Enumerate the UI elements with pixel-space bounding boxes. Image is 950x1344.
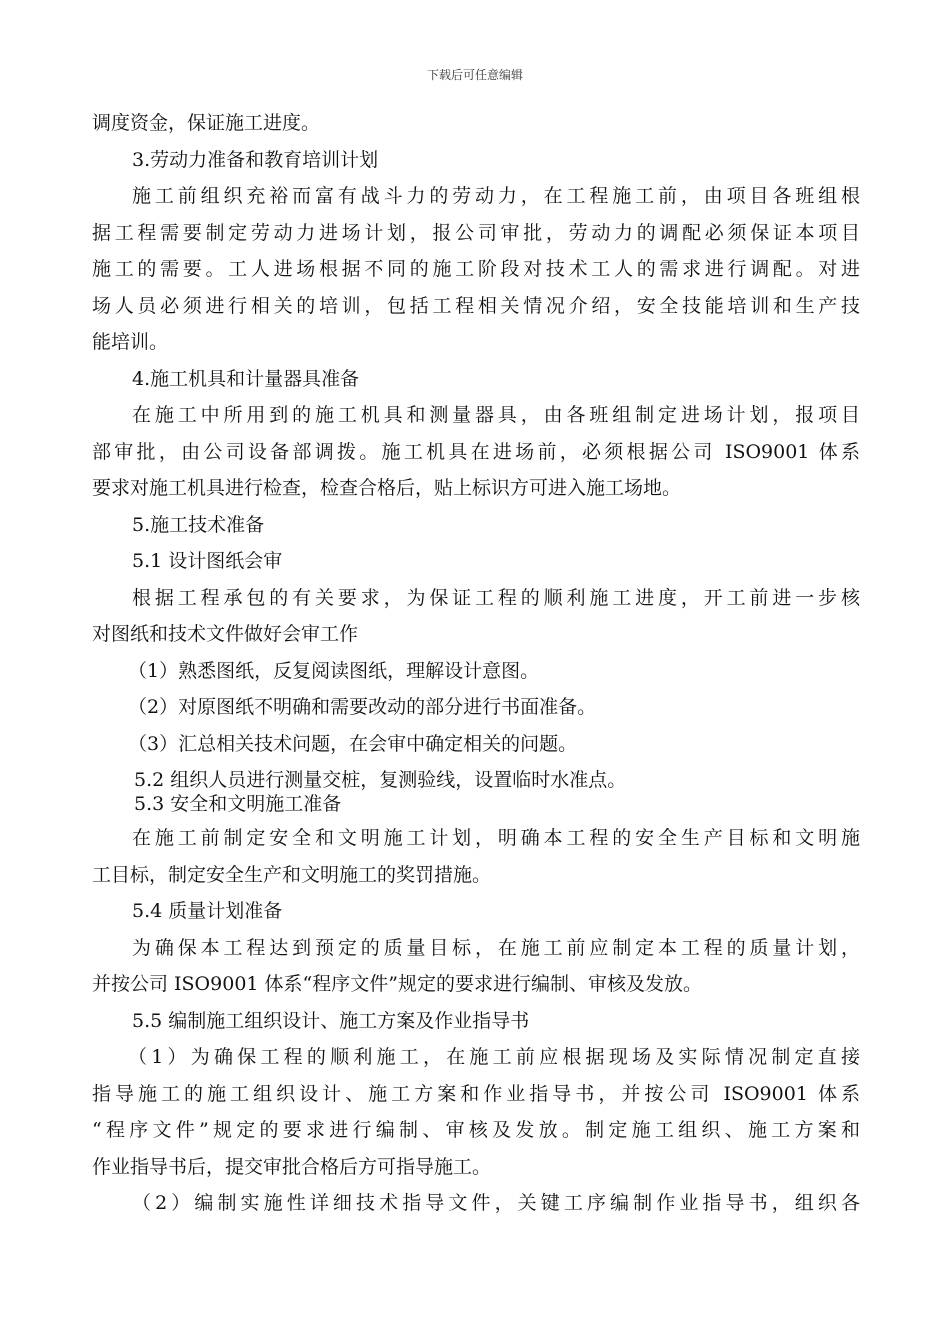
text-line: 并按公司 ISO9001 体系“程序文件”规定的要求进行编制、审核及发放。 [92, 973, 702, 995]
text-line: 工目标，制定安全生产和文明施工的奖罚措施。 [92, 863, 492, 886]
text-line: 据工程需要制定劳动力进场计划，报公司审批，劳动力的调配必须保证本项目 [92, 221, 860, 244]
list-item: （2）对原图纸不明确和需要改动的部分进行书面准备。 [128, 696, 597, 718]
text-line: （1）为确保工程的顺利施工，在施工前应根据现场及实际情况制定直接 [128, 1046, 860, 1068]
section-heading: 5.施工技术准备 [132, 513, 265, 536]
subsection-heading: 5.4 质量计划准备 [132, 900, 283, 922]
text-line: 在施工前制定安全和文明施工计划，明确本工程的安全生产目标和文明施 [132, 827, 860, 849]
list-item: （1）熟悉图纸，反复阅读图纸，理解设计意图。 [128, 659, 540, 682]
subsection-heading: 5.5 编制施工组织设计、施工方案及作业指导书 [132, 1009, 530, 1032]
section-heading: 4.施工机具和计量器具准备 [132, 367, 360, 390]
section-heading: 3.劳动力准备和教育培训计划 [132, 148, 379, 171]
document-body [92, 105, 860, 1222]
text-line: （2）编制实施性详细技术指导文件，关键工序编制作业指导书，组织各 [132, 1192, 860, 1214]
text-line: “程序文件”规定的要求进行编制、审核及发放。制定施工组织、施工方案和 [92, 1119, 860, 1141]
text-line: 场人员必须进行相关的培训，包括工程相关情况介绍，安全技能培训和生产技 [92, 294, 860, 317]
text-line: 施工前组织充裕而富有战斗力的劳动力，在工程施工前，由项目各班组根 [132, 185, 860, 207]
page-header: 下载后可任意编辑 [426, 68, 523, 82]
text-line: 施工的需要。工人进场根据不同的施工阶段对技术工人的需求进行调配。对进 [92, 258, 860, 280]
text-line: 要求对施工机具进行检查，检查合格后，贴上标识方可进入施工场地。 [92, 477, 682, 499]
subsection-heading: 5.3 安全和文明施工准备 [134, 793, 342, 815]
text-line: 根据工程承包的有关要求，为保证工程的顺利施工进度，开工前进一步核 [132, 586, 860, 609]
text-line: 作业指导书后，提交审批合格后方可指导施工。 [92, 1155, 492, 1178]
text-line: 在施工中所用到的施工机具和测量器具，由各班组制定进场计划，报项目 [132, 404, 860, 426]
subsection-heading: 5.1 设计图纸会审 [132, 550, 283, 572]
text-line: 为确保本工程达到预定的质量目标，在施工前应制定本工程的质量计划， [132, 936, 860, 959]
text-line: 能培训。 [92, 331, 169, 353]
text-line: 部审批，由公司设备部调拨。施工机具在进场前，必须根据公司 ISO9001 体系 [92, 440, 860, 463]
text-line: 调度资金，保证施工进度。 [92, 112, 321, 134]
text-line: 对图纸和技术文件做好会审工作 [92, 623, 359, 645]
list-item: （3）汇总相关技术问题，在会审中确定相关的问题。 [128, 732, 578, 755]
subsection-heading: 5.2 组织人员进行测量交桩，复测验线，设置临时水准点。 [134, 769, 627, 791]
text-line: 指导施工的施工组织设计、施工方案和作业指导书，并按公司 ISO9001 体系 [92, 1082, 860, 1105]
